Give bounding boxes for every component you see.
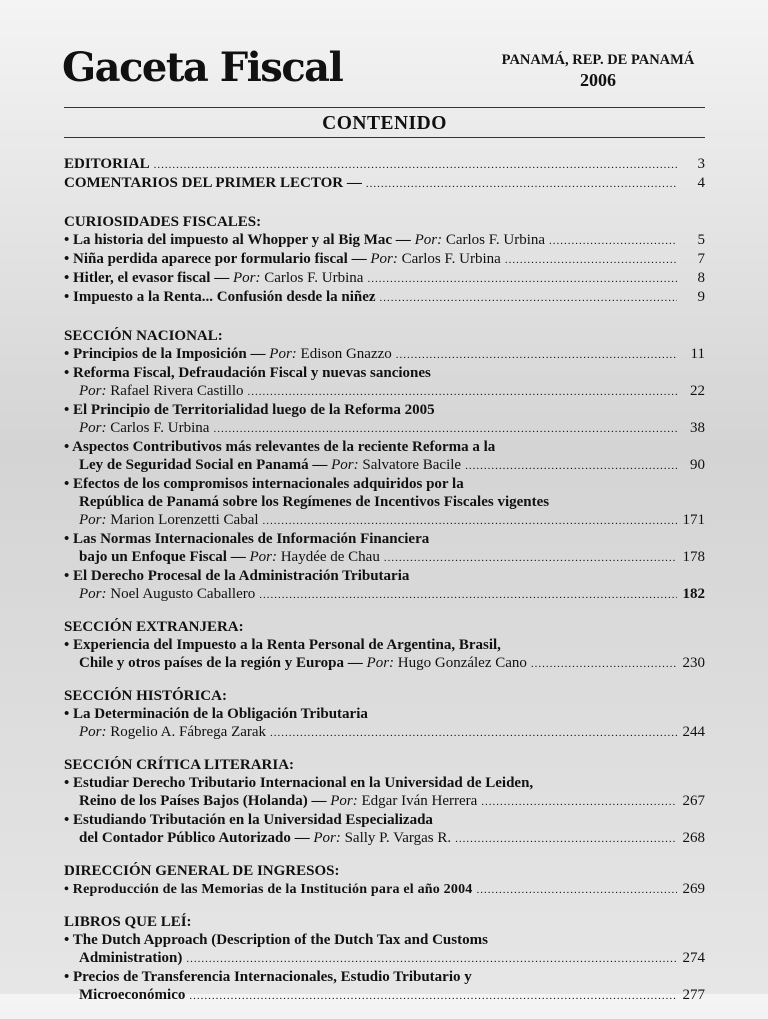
entry-title-cont: del Contador Público Autorizado — (79, 830, 310, 846)
entry-title-cont: Administration) (79, 950, 183, 966)
author: Carlos F. Urbina (264, 270, 364, 286)
author: Sally P. Vargas R. (344, 830, 452, 846)
entry-title: • El Principio de Territorialidad luego de la Reforma 2005 (64, 402, 435, 418)
toc-entry[interactable] (64, 811, 705, 848)
section-heading: DIRECCIÓN GENERAL DE INGRESOS: (64, 863, 340, 879)
toc-entry-editorial[interactable] (64, 155, 705, 174)
magazine-title: Gaceta Fiscal (62, 44, 343, 91)
section-dgi (64, 862, 705, 899)
toc-entry[interactable] (64, 401, 705, 438)
toc-entry[interactable] (64, 269, 705, 288)
page-number: 11 (690, 346, 705, 362)
entry-title: • The Dutch Approach (Description of the Dutch Tax and Customs (64, 932, 488, 948)
page-number: 8 (697, 270, 705, 286)
page-number: 178 (682, 549, 705, 565)
section-heading: LIBROS QUE LEÍ: (64, 914, 192, 930)
page-number: 269 (682, 881, 705, 897)
entry-title: • Aspectos Contributivos más relevantes de la reciente Reforma a la (64, 439, 496, 455)
section-heading: SECCIÓN HISTÓRICA: (64, 688, 227, 704)
toc-entry[interactable] (64, 636, 705, 673)
por-label: Por: (79, 586, 107, 602)
entry-title: • La Determinación de la Obligación Tributaria (64, 706, 368, 722)
leader-dots (248, 383, 677, 401)
entry-title: • Las Normas Internacionales de Información Financiera (64, 531, 430, 547)
por-label: Por: (232, 270, 261, 286)
entry-title: • Hitler, el evasor fiscal — (64, 270, 230, 286)
entry-title-cont: República de Panamá sobre los Regímenes de Incentivos Fiscales vigentes (79, 494, 550, 510)
leader-dots (213, 420, 677, 438)
por-label: Por: (79, 420, 107, 436)
entry-title-cont: Ley de Seguridad Social en Panamá — (79, 457, 328, 473)
author: Edgar Iván Herrera (361, 793, 478, 809)
entry-title: • Reproducción de las Memorias de la Institución para el año 2004 (64, 882, 473, 897)
leader-dots (465, 457, 677, 475)
table-of-contents (64, 155, 705, 1019)
leader-dots (531, 655, 677, 673)
page-number: 3 (697, 156, 705, 172)
por-label: Por: (79, 724, 107, 740)
top-divider (64, 107, 705, 108)
section-heading: SECCIÓN NACIONAL: (64, 328, 223, 344)
toc-entry[interactable] (64, 250, 705, 269)
page-number: 268 (682, 830, 705, 846)
section-heading: CURIOSIDADES FISCALES: (64, 214, 262, 230)
por-label: Por: (331, 457, 359, 473)
toc-entry[interactable] (64, 364, 705, 401)
page-number: 182 (682, 586, 705, 602)
leader-dots (380, 289, 677, 307)
author: Carlos F. Urbina (401, 251, 501, 267)
entry-title: EDITORIAL (64, 156, 150, 172)
section-critica (64, 756, 705, 848)
leader-dots (396, 346, 677, 364)
entry-title: • El Derecho Procesal de la Administración Tributaria (64, 568, 410, 584)
page-number: 4 (697, 175, 705, 191)
entry-title-cont: Chile y otros países de la región y Europa — (79, 655, 363, 671)
location-label: PANAMÁ, REP. DE PANAMÁ (501, 52, 695, 68)
toc-entry[interactable] (64, 567, 705, 604)
toc-entry[interactable] (64, 345, 705, 364)
toc-entry[interactable] (64, 288, 705, 307)
leader-dots (367, 270, 677, 288)
toc-entry[interactable] (64, 968, 705, 1005)
page-number: 274 (682, 950, 705, 966)
contents-heading: CONTENIDO (322, 113, 447, 134)
toc-entry[interactable] (64, 705, 705, 742)
toc-entry[interactable] (64, 931, 705, 968)
author: Carlos F. Urbina (110, 420, 210, 436)
author: Carlos F. Urbina (445, 232, 546, 248)
entry-title: • Precios de Transferencia Internacionales, Estudio Tributario y (64, 969, 472, 985)
section-libros (64, 913, 705, 1005)
section-curiosidades (64, 213, 705, 307)
toc-entry[interactable] (64, 475, 705, 530)
entry-title: • Impuesto a la Renta... Confusión desde la niñez (64, 289, 376, 305)
entry-title-cont: Microeconómico (79, 987, 186, 1003)
leader-dots (186, 950, 677, 968)
entry-title: • Principios de la Imposición — (64, 346, 266, 362)
por-label: Por: (370, 251, 398, 267)
top-entries (64, 155, 705, 193)
section-heading: SECCIÓN CRÍTICA LITERARIA: (64, 757, 295, 773)
section-nacional (64, 327, 705, 604)
leader-dots (154, 156, 677, 174)
por-label: Por: (414, 232, 443, 248)
author: Hugo González Cano (397, 655, 527, 671)
section-extranjera (64, 618, 705, 673)
entry-title: • Niña perdida aparece por formulario fiscal — (64, 251, 367, 267)
page-number: 5 (697, 232, 705, 248)
por-label: Por: (79, 512, 107, 528)
por-label: Por: (79, 383, 107, 399)
page-number: 9 (697, 289, 705, 305)
entry-title: • Efectos de los compromisos internacionales adquiridos por la (64, 476, 464, 492)
leader-dots (549, 232, 677, 250)
section-heading: SECCIÓN EXTRANJERA: (64, 619, 244, 635)
entry-title: • Reforma Fiscal, Defraudación Fiscal y nuevas sanciones (64, 365, 431, 381)
leader-dots (270, 724, 677, 742)
toc-entry[interactable] (64, 530, 705, 567)
entry-title: • Estudiando Tributación en la Universidad Especializada (64, 812, 433, 828)
entry-title: • Experiencia del Impuesto a la Renta Personal de Argentina, Brasil, (64, 637, 501, 653)
leader-dots (384, 549, 677, 567)
leader-dots (259, 586, 677, 604)
author: Marion Lorenzetti Cabal (110, 512, 259, 528)
por-label: Por: (313, 830, 341, 846)
author: Salvatore Bacile (362, 457, 462, 473)
entry-title: • Estudiar Derecho Tributario Internacional en la Universidad de Leiden, (64, 775, 534, 791)
page-number: 90 (690, 457, 705, 473)
toc-entry[interactable] (64, 231, 705, 250)
por-label: Por: (330, 793, 358, 809)
leader-dots (263, 512, 677, 530)
leader-dots (505, 251, 677, 269)
entry-title: COMENTARIOS DEL PRIMER LECTOR — (64, 175, 362, 191)
author: Rafael Rivera Castillo (110, 383, 244, 399)
leader-dots (481, 793, 677, 811)
leader-dots (476, 881, 677, 899)
toc-entry-comentarios[interactable] (64, 174, 705, 193)
issue-year: 2006 (580, 70, 616, 90)
leader-dots (366, 175, 677, 193)
issue-info (498, 52, 698, 91)
bottom-divider (64, 137, 705, 138)
toc-entry[interactable] (64, 880, 705, 899)
author: Noel Augusto Caballero (110, 586, 256, 602)
toc-entry[interactable] (64, 774, 705, 811)
por-label: Por: (366, 655, 395, 671)
leader-dots (189, 987, 677, 1005)
page-number: 277 (682, 987, 705, 1003)
author: Haydée de Chau (280, 549, 380, 565)
page-number: 22 (690, 383, 705, 399)
page-number: 38 (690, 420, 705, 436)
section-historica (64, 687, 705, 742)
por-label: Por: (269, 346, 297, 362)
entry-title: • La historia del impuesto al Whopper y al Big Mac — (64, 232, 411, 248)
author: Rogelio A. Fábrega Zarak (110, 724, 267, 740)
page-number: 267 (682, 793, 705, 809)
por-label: Por: (249, 549, 277, 565)
page-number: 171 (682, 512, 705, 528)
entry-title-cont: Reino de los Países Bajos (Holanda) — (79, 793, 327, 809)
page-number: 230 (682, 655, 705, 671)
toc-entry[interactable] (64, 438, 705, 475)
leader-dots (455, 830, 677, 848)
author: Edison Gnazzo (300, 346, 392, 362)
page-number: 244 (682, 724, 705, 740)
entry-title-cont: bajo un Enfoque Fiscal — (79, 549, 246, 565)
page-number: 7 (697, 251, 705, 267)
